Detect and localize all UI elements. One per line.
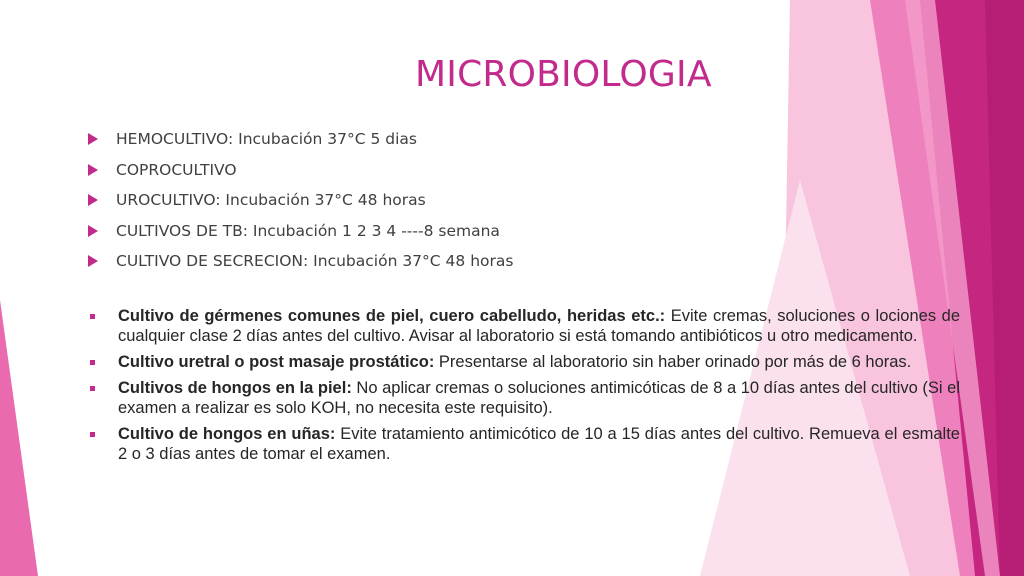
- detail-item: [88, 306, 960, 346]
- detail-item-body: Evite tratamiento antimicótico de 10 a 15 días antes del cultivo. Remueva el esmalte 2 o 3 días antes de tomar el examen.: [118, 425, 960, 463]
- summary-item: [88, 216, 728, 247]
- triangle-bullet-icon: [88, 194, 98, 206]
- triangle-bullet-icon: [88, 225, 98, 237]
- detail-item-body: No aplicar cremas o soluciones antimicóticas de 8 a 10 días antes del cultivo (Si el examen a realizar es solo KOH, no necesita este requisito).: [118, 379, 960, 417]
- detail-item-text: [118, 424, 960, 464]
- summary-item: [88, 185, 728, 216]
- summary-item: [88, 124, 728, 155]
- square-bullet-icon: [90, 386, 95, 391]
- detail-item-body: Presentarse al laboratorio sin haber orinado por más de 6 horas.: [434, 353, 912, 371]
- triangle-bullet-icon: [88, 164, 98, 176]
- detail-item: [88, 378, 960, 418]
- summary-item-label: COPROCULTIVO: [116, 160, 237, 179]
- detail-item-heading: Cultivo uretral o post masaje prostático:: [118, 353, 435, 371]
- summary-list: [88, 124, 728, 277]
- summary-item-label: HEMOCULTIVO: Incubación 37°C 5 dias: [116, 130, 418, 149]
- detail-item-heading: Cultivo de gérmenes comunes de piel, cuero cabelludo, heridas etc.:: [118, 307, 666, 325]
- summary-item-label: CULTIVO DE SECRECION: Incubación 37°C 48 horas: [116, 252, 514, 271]
- square-bullet-icon: [90, 314, 95, 319]
- triangle-bullet-icon: [88, 133, 98, 145]
- detail-item-heading: Cultivo de hongos en uñas:: [118, 425, 336, 443]
- detail-item-text: [118, 352, 960, 372]
- detail-item: [88, 424, 960, 464]
- detail-item-heading: Cultivos de hongos en la piel:: [118, 379, 352, 397]
- summary-item: [88, 155, 728, 186]
- detail-list: [88, 306, 960, 470]
- slide-title: MICROBIOLOGIA: [415, 54, 712, 95]
- square-bullet-icon: [90, 360, 95, 365]
- detail-item: [88, 352, 960, 372]
- summary-item-label: CULTIVOS DE TB: Incubación 1 2 3 4 ----8 semana: [116, 221, 500, 240]
- square-bullet-icon: [90, 432, 95, 437]
- detail-item-text: [118, 306, 960, 346]
- detail-item-text: [118, 378, 960, 418]
- summary-item-label: UROCULTIVO: Incubación 37°C 48 horas: [116, 191, 426, 210]
- summary-item: [88, 246, 728, 277]
- triangle-bullet-icon: [88, 255, 98, 267]
- detail-item-body: Evite cremas, soluciones o lociones de cualquier clase 2 días antes del cultivo. Avisar al laboratorio si está tomando antibióticos u otro medicamento.: [118, 307, 960, 345]
